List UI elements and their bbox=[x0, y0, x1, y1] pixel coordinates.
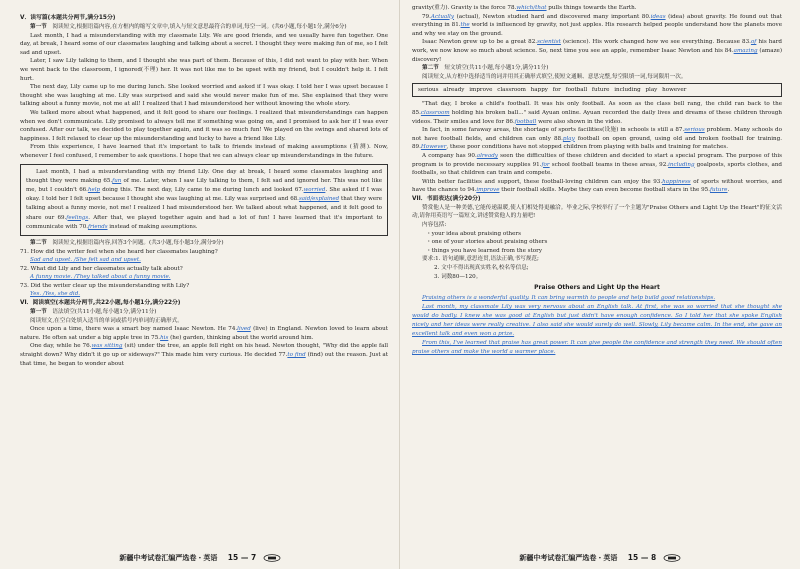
section-6-title: VI．阅读填空(本题共分两节,共22小题,每小题1分,满分22分) bbox=[20, 300, 181, 307]
answer-94[interactable]: improve bbox=[476, 187, 500, 194]
summary-box bbox=[20, 164, 388, 236]
answer-89[interactable]: However bbox=[420, 144, 447, 151]
answer-85[interactable]: classroom bbox=[420, 109, 450, 116]
answer-92[interactable]: including bbox=[668, 161, 695, 168]
answer-87[interactable]: serious bbox=[684, 127, 705, 134]
content-point: ・one of your stories about praising others bbox=[426, 239, 548, 246]
page-footer bbox=[400, 553, 800, 563]
question-73: 73. Did the writer clear up the misunderstanding with Lily? bbox=[20, 282, 190, 289]
requirement: 要求:1. 语句通顺,意思连贯,语法正确,书写规范; bbox=[422, 256, 539, 263]
newton-paragraph: One day, while he 76.was sitting (sit) under the tree, an apple fell right on his head. Newton thought, "Why did the apple fall straight down? Why didn't it go up or sideways?" This made him very curious. He decided 77.to find (find) out the reason. Just at that time, he began to wonder about bbox=[20, 343, 388, 367]
part-3-instruction: 第一节 语法填空(共11小题,每小题1分,满分11分) bbox=[30, 309, 157, 316]
football-paragraph: With better facilities and support, these football-loving children can enjoy the 93.happiness of sports without worries, and have the chance to 94.improve their football skills. Maybe they can even become football stars in the 95.future. bbox=[412, 178, 782, 194]
question-71: 71. How did the writer feel when she heard her classmates laughing? bbox=[20, 248, 218, 255]
content-label: 内容包括: bbox=[422, 222, 447, 229]
answer-90[interactable]: already bbox=[476, 152, 498, 159]
part-2-instruction: 第二节 阅读短文,根据语篇内容,回答3个问题。(共3小题,每小题3分,满分9分) bbox=[30, 239, 224, 246]
answer-82[interactable]: scientist bbox=[537, 39, 561, 46]
writing-prompt: 赞赏他人是一种美德,它能传递温暖,使人们相处得更融洽。毕业之际,学校举行了一个主题为"Praise Others and Light Up the Heart"的征文活动,请你用英语写一篇短文,讲述赞赏他人的力量吧! bbox=[412, 204, 782, 220]
answer-78[interactable]: which/that bbox=[516, 5, 547, 11]
word-bank: serious already improve classroom happy for football future including play however bbox=[412, 83, 782, 97]
content-point: ・your idea about praising others bbox=[426, 230, 521, 237]
publisher-logo-icon bbox=[263, 554, 281, 562]
football-paragraph: In fact, in some faraway areas, the shortage of sports facilities(设施) in schools is still a 87.serious problem. Many schools do not have football fields, and children can only 88.play football on open ground, using old and broken football for training. 89.However, these poor conditions have not stopped children from playing with balls and training for matches. bbox=[412, 127, 783, 151]
page-footer bbox=[0, 553, 400, 563]
answer-95[interactable]: future bbox=[709, 187, 728, 194]
content-point: ・things you have learned from the story bbox=[426, 247, 542, 254]
answer-72[interactable]: A funny movie. /They talked about a funny movie. bbox=[30, 274, 171, 281]
requirement: 3. 词数80—120。 bbox=[434, 273, 482, 280]
newton-paragraph: 79.Actually (actual), Newton studied hard and discovered many important 80.ideas (idea) about gravity. He found out that everything in 81.the world is influenced by gravity, not just apples. His research helped people understand how the planets move and why we stay on the ground. bbox=[412, 13, 782, 37]
page-number: 15 — 7 bbox=[227, 553, 257, 562]
essay-paragraph[interactable]: Last month, my classmate Lily was very nervous about an English talk. At first, she was so worried that she thought she would do badly. I knew she was good at English but just didn't have enough confidence. So I told her that she spoke English nicely and her ideas were really creative. I also said she would surely do well. Slowly, Lily became calm. In the end, she gave an excellent talk and even won a prize. bbox=[412, 304, 782, 338]
answer-77[interactable]: to find bbox=[287, 352, 306, 359]
answer-70[interactable]: friends bbox=[87, 223, 108, 230]
story-paragraph: The next day, Lily came up to me during lunch. She looked worried and asked if I was okay. I told her I was upset because I thought she was laughing at me. Lily was surprised and said she would never make fun of me. She explained that they were talking about a funny movie, not me at all! I realized that I had misunderstood her without knowing the whole story. bbox=[20, 84, 388, 108]
right-page bbox=[400, 0, 800, 569]
part-4-instruction: 第二节 短文填空(共11小题,每小题1分,满分11分) bbox=[422, 65, 549, 72]
story-paragraph: From this experience, I have learned that it's important to talk to friends instead of making assumptions (猜测). Now, whenever I feel confused, I remember to ask questions. I hope that we can always clear up misunderstandings in the future. bbox=[20, 144, 388, 159]
essay-paragraph[interactable]: Praising others is a wonderful quality. It can bring warmth to people and help build good relationships. bbox=[422, 295, 716, 302]
answer-79[interactable]: Actually bbox=[430, 13, 455, 20]
page-number: 15 — 8 bbox=[627, 553, 657, 562]
answer-67[interactable]: worried bbox=[303, 186, 326, 193]
answer-84[interactable]: amazing bbox=[733, 47, 758, 54]
story-paragraph: Later, I saw Lily talking to them, and I thought she was part of them. Because of this, I did not want to play with her. When we went back to the classroom, I ignored(不理) her. It was not like me to be upset with my friend, but I couldn't help it. I felt hurt. bbox=[20, 58, 388, 82]
story-paragraph: We talked more about what happened, and it felt good to share our feelings. I realized that misunderstandings can happen when we don't communicate. Lily promised to always tell me if something was going on, and I promised to ask her if I was ever confused. After our talk, we decided to play together again, and it was so much fun! We played on the swings and shared lots of happiness. I felt relaxed to clear up the misunderstanding and lucky to have a friend like Lily. bbox=[20, 109, 388, 142]
publisher-logo-icon bbox=[663, 554, 681, 562]
section-5-title: V．读写篇(本题共分两节,满分15分) bbox=[20, 15, 116, 21]
answer-83[interactable]: of bbox=[750, 39, 757, 46]
essay-paragraph[interactable]: From this, I've learned that praise has great power. It can give people the confidence and strength they need. We should often praise others and make the world a warmer place. bbox=[412, 340, 782, 356]
football-paragraph: A company has 90.already seen the difficulties of these children and decided to start a special program. The purpose of this program is to provide necessary supplies 91.for school football teams in these areas, 92.including goalposts, sports clothes, and footballs, so that children can train and compete. bbox=[412, 152, 782, 177]
requirement: 2. 文中不得出现真实姓名,校名等信息; bbox=[434, 265, 529, 272]
answer-71[interactable]: Sad and upset. /She felt sad and upset. bbox=[30, 257, 141, 264]
answer-65[interactable]: fun bbox=[112, 177, 122, 184]
story-paragraph: Last month, I had a misunderstanding with my classmate Lily. We are good friends, and we usually have fun together. One day, at break, I heard some of our classmates laughing and talking about a secret. I thought they were making fun of me, so I felt sad and upset. bbox=[20, 32, 388, 56]
football-paragraph: "That day, I broke a child's football. It was his only football. As soon as the class bell rang, the child ran back to the 85.classroom holding his broken ball..." said Ayuan online. Ayuan recorded the daily lives and dreams of these children through videos. Their smiles and love for 86.football were also shown in the video. bbox=[412, 101, 782, 125]
answer-75[interactable]: his bbox=[160, 334, 169, 341]
answer-91[interactable]: for bbox=[541, 161, 550, 168]
answer-76[interactable]: was sitting bbox=[91, 343, 123, 350]
summary-text: Last month, I had a misunderstanding with my friend Lily. One day at break, I heard some classmates laughing and thought they were making 65.fun of me. Later, when I saw Lily talking to them, I felt sad and ignored her. This was not like me, but I couldn't 66.help doing this. The next day, Lily came to me during lunch and looked 67.worried. She asked if I was okay. I told her I felt upset because I thought she was laughing at me. Lily was surprised and 68.said/explained that they were talking about a funny movie, not me! I realized I had misunderstood her. We talked about what happened, and it felt good to share our 69.feelings. After that, we played together again and had a lot of fun! I have learned that it's important to communicate with 70.friends instead of making assumptions. bbox=[26, 168, 383, 230]
footer-title: 新疆中考试卷汇编严选卷・英语 bbox=[519, 554, 618, 562]
answer-86[interactable]: football bbox=[514, 118, 537, 125]
newton-paragraph: gravity(重力). Gravity is the force 78.which/that pulls things towards the Earth. bbox=[412, 5, 637, 11]
section-7-title: VII．书面表达(满分20分) bbox=[412, 195, 481, 202]
answer-73[interactable]: Yes. /Yes, she did. bbox=[30, 291, 81, 298]
answer-88[interactable]: play bbox=[562, 135, 575, 142]
part-3-instruction-2: 阅读短文,在空白处填入适当的单词或括号内单词的正确形式。 bbox=[30, 317, 183, 324]
newton-paragraph: Isaac Newton grew up to be a great 82.scientist (science). His work changed how we see everything. Because 83.of his hard work, we now know so much about science. So, next time you see an apple, remember Isaac Newton and his 84.amazing (amaze) discovery! bbox=[412, 39, 783, 63]
part-4-instruction-2: 阅读短文,从方框中选择适当的词并用其正确形式填空,使短文通顺、意思完整,每空限填一词,每词限用一次。 bbox=[422, 73, 687, 80]
question-72: 72. What did Lily and her classmates actually talk about? bbox=[20, 265, 183, 272]
answer-93[interactable]: happiness bbox=[662, 178, 691, 185]
answer-80[interactable]: ideas bbox=[650, 13, 666, 20]
answer-74[interactable]: lived bbox=[237, 326, 251, 333]
answer-69[interactable]: feelings bbox=[66, 214, 89, 221]
answer-68[interactable]: said/explained bbox=[298, 196, 340, 203]
footer-title: 新疆中考试卷汇编严选卷・英语 bbox=[119, 554, 218, 562]
essay-title: Praise Others and Light Up the Heart bbox=[534, 284, 660, 292]
newton-paragraph: Once upon a time, there was a smart boy named Isaac Newton. He 74.lived (live) in England. Newton loved to learn about nature. He often sat under a big apple tree in 75.his (he) garden, thinking about the world around him. bbox=[20, 326, 389, 341]
part-1-instruction: 第一节 阅读短文,根据语篇内容,在方框内的缩写文章中,填入与短文意思最符合的单词,每空一词。(共6小题,每小题1分,满分6分) bbox=[30, 24, 347, 30]
answer-81[interactable]: the bbox=[460, 22, 470, 29]
answer-66[interactable]: help bbox=[87, 186, 101, 193]
